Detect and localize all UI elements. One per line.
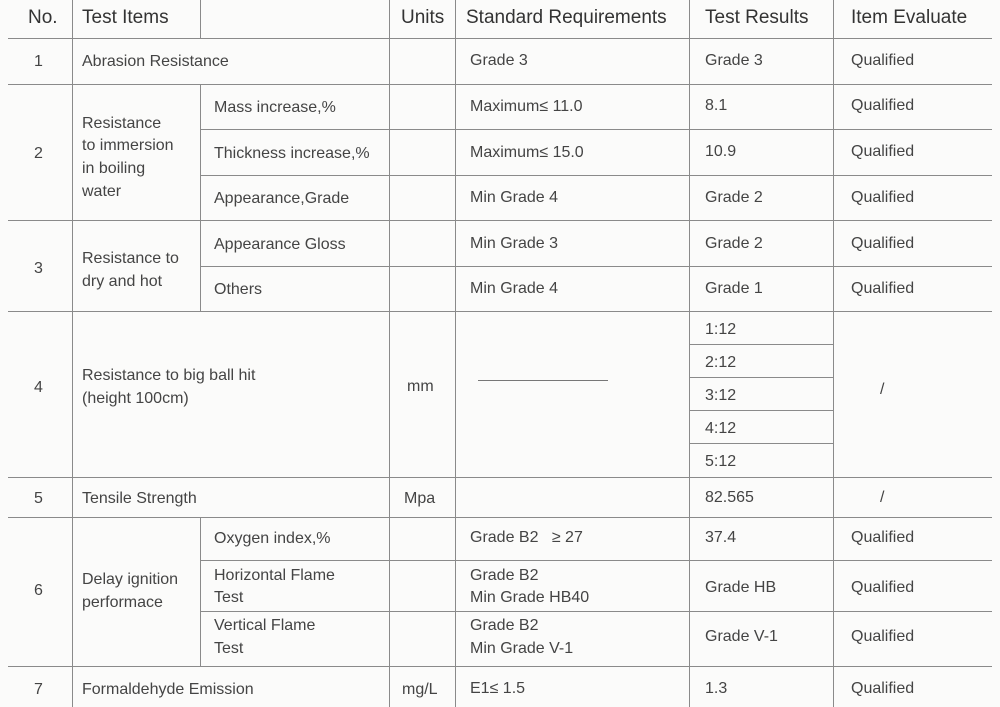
rule-row3-bottom	[8, 311, 992, 312]
row2-sub1-item: Mass increase,%	[214, 99, 336, 116]
row6-sub2-standard-line1: Grade B2	[470, 567, 539, 584]
row2-group-line1: Resistance	[82, 115, 162, 132]
row7-standard: E1≤ 1.5	[470, 680, 526, 697]
rule-row4-res2	[689, 377, 833, 378]
row4-item-line1: Resistance to big ball hit	[82, 367, 256, 384]
rule-col-no	[72, 0, 73, 707]
rule-col-sub-r2	[200, 84, 201, 311]
header-results: Test Results	[705, 7, 809, 28]
row2-sub1-standard: Maximum≤ 11.0	[470, 98, 583, 115]
row3-sub1-evaluate: Qualified	[851, 235, 915, 252]
rule-col-sub	[200, 0, 201, 38]
rule-col-results	[689, 0, 690, 707]
row6-sub3-item-line2: Test	[214, 640, 244, 657]
row3-group-line2: dry and hot	[82, 273, 163, 290]
rule-col-units	[389, 0, 390, 707]
row2-group-line4: water	[82, 183, 122, 200]
header-evaluate: Item Evaluate	[851, 7, 968, 28]
row6-sub1-result: 37.4	[705, 529, 737, 546]
row6-sub3-result: Grade V-1	[705, 628, 778, 645]
row1-standard: Grade 3	[470, 52, 528, 69]
row6-sub3-standard-line1: Grade B2	[470, 617, 539, 634]
rule-row4-res1	[689, 344, 833, 345]
row6-sub2-item-line1: Horizontal Flame	[214, 567, 335, 584]
row1-evaluate: Qualified	[851, 52, 915, 69]
header-units: Units	[401, 7, 445, 28]
row4-no: 4	[34, 379, 43, 396]
header-standard: Standard Requirements	[466, 7, 667, 28]
row2-sub2-result: 10.9	[705, 143, 737, 160]
row2-no: 2	[34, 145, 43, 162]
row3-group-line1: Resistance to	[82, 250, 179, 267]
row7-no: 7	[34, 681, 43, 698]
row6-sub2-standard-line2: Min Grade HB40	[470, 589, 590, 606]
rule-row2-sub1	[200, 129, 992, 130]
row7-unit: mg/L	[402, 681, 438, 698]
row1-no: 1	[34, 53, 43, 70]
row4-evaluate: /	[880, 381, 885, 398]
row6-sub1-item: Oxygen index,%	[214, 530, 331, 547]
rule-row4-res4	[689, 443, 833, 444]
row1-item: Abrasion Resistance	[82, 53, 229, 70]
row4-result-4: 4:12	[705, 420, 737, 437]
rule-row2-bottom	[8, 220, 992, 221]
rule-col-sub-r6	[200, 517, 201, 666]
row7-result: 1.3	[705, 680, 728, 697]
row3-sub1-standard: Min Grade 3	[470, 235, 559, 252]
row5-no: 5	[34, 490, 43, 507]
row2-sub3-result: Grade 2	[705, 189, 763, 206]
rule-col-evaluate	[833, 0, 834, 707]
header-no: No.	[28, 7, 58, 28]
row4-result-3: 3:12	[705, 387, 737, 404]
row1-result: Grade 3	[705, 52, 763, 69]
rule-row1-bottom	[8, 84, 992, 85]
row2-sub2-item: Thickness increase,%	[214, 145, 370, 162]
row5-item: Tensile Strength	[82, 490, 197, 507]
row6-sub1-standard: Grade B2 ≥ 27	[470, 529, 583, 546]
row4-result-1: 1:12	[705, 321, 737, 338]
row2-group-line2: to immersion	[82, 137, 174, 154]
row3-sub2-result: Grade 1	[705, 280, 763, 297]
row6-sub3-standard-line2: Min Grade V-1	[470, 640, 574, 657]
row3-sub2-item: Others	[214, 281, 263, 298]
row3-sub1-item: Appearance Gloss	[214, 236, 346, 253]
row4-standard-dash	[478, 380, 608, 381]
row4-result-2: 2:12	[705, 354, 737, 371]
row4-result-5: 5:12	[705, 453, 737, 470]
row7-evaluate: Qualified	[851, 680, 915, 697]
row3-sub2-standard: Min Grade 4	[470, 280, 559, 297]
row2-sub1-result: 8.1	[705, 97, 728, 114]
row5-unit: Mpa	[404, 490, 436, 507]
row5-evaluate: /	[880, 489, 885, 506]
rule-row6-sub1	[200, 560, 992, 561]
row3-sub2-evaluate: Qualified	[851, 280, 915, 297]
row6-sub2-evaluate: Qualified	[851, 579, 915, 596]
row4-item-line2: (height 100cm)	[82, 390, 189, 407]
row3-no: 3	[34, 260, 43, 277]
header-test-items: Test Items	[82, 7, 169, 28]
row2-sub3-item: Appearance,Grade	[214, 190, 350, 207]
row6-sub1-evaluate: Qualified	[851, 529, 915, 546]
rule-row6-bottom	[8, 666, 992, 667]
row2-sub2-standard: Maximum≤ 15.0	[470, 144, 584, 161]
row3-sub1-result: Grade 2	[705, 235, 763, 252]
rule-row3-sub1	[200, 266, 992, 267]
row2-group-line3: in boiling	[82, 160, 146, 177]
rule-col-standard	[455, 0, 456, 707]
row2-sub1-evaluate: Qualified	[851, 97, 915, 114]
row2-sub3-evaluate: Qualified	[851, 189, 915, 206]
rule-row4-res3	[689, 410, 833, 411]
row6-no: 6	[34, 582, 43, 599]
row5-result: 82.565	[705, 489, 754, 506]
row7-item: Formaldehyde Emission	[82, 681, 254, 698]
rule-row6-sub2	[200, 611, 992, 612]
row6-sub3-item-line1: Vertical Flame	[214, 617, 316, 634]
row6-group-line1: Delay ignition	[82, 571, 179, 588]
rule-header-bottom	[8, 38, 992, 39]
row6-sub2-result: Grade HB	[705, 579, 777, 596]
row2-sub3-standard: Min Grade 4	[470, 189, 559, 206]
row4-unit: mm	[407, 378, 434, 395]
rule-row4-bottom	[8, 477, 992, 478]
row6-sub2-item-line2: Test	[214, 589, 244, 606]
row6-group-line2: performace	[82, 594, 163, 611]
rule-row2-sub2	[200, 175, 992, 176]
rule-row5-bottom	[8, 517, 992, 518]
row6-sub3-evaluate: Qualified	[851, 628, 915, 645]
row2-sub2-evaluate: Qualified	[851, 143, 915, 160]
